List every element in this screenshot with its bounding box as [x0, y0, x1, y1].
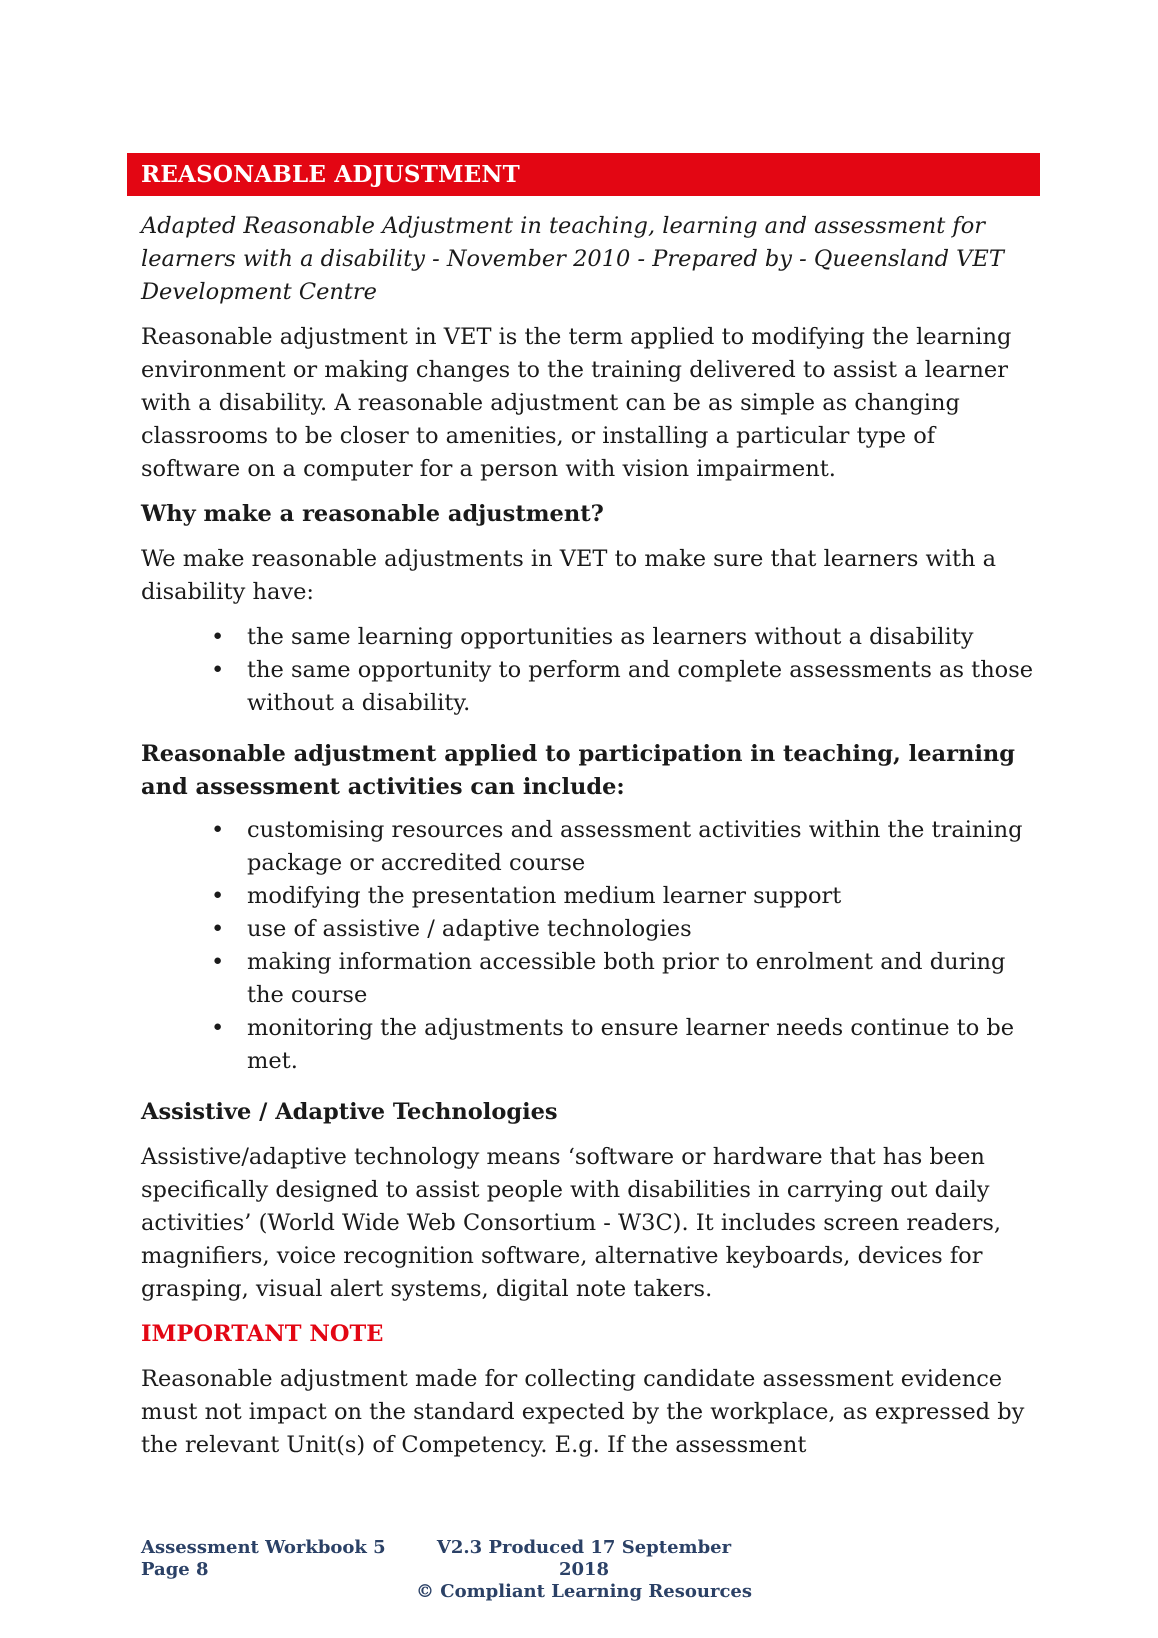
heading-why: Why make a reasonable adjustment?	[141, 501, 604, 527]
bullet-icon: •	[211, 657, 225, 683]
footer-copyright: © Compliant Learning Resources	[415, 1581, 753, 1602]
footer-workbook: Assessment Workbook 5	[141, 1537, 386, 1558]
list-item: • the same learning opportunities as learners without a disability	[141, 621, 1041, 654]
intro-citation: Adapted Reasonable Adjustment in teaching, learning and assessment for learners with a disability - November 2010 - Prepared by - Queensland VET Development Centre	[141, 213, 1004, 305]
footer-version: V2.3 Produced 17 September 2018	[436, 1537, 732, 1580]
footer-page-number: Page 8	[141, 1559, 209, 1580]
heading-applied: Reasonable adjustment applied to participation in teaching, learning and assessment activities can include:	[141, 741, 1015, 800]
paragraph-assistive: Assistive/adaptive technology means ‘software or hardware that has been specifically designed to assist people with disabilities in carrying out daily activities’ (World Wide Web Consortium - W3C). It includes screen readers, magnifiers, voice recognition software, alternative keyboards, devices for grasping, visual alert systems, digital note takers.	[141, 1144, 1002, 1302]
list-item: • use of assistive / adaptive technologies	[141, 913, 1041, 946]
paragraph-important-note: Reasonable adjustment made for collecting candidate assessment evidence must not impact on the standard expected by the workplace, as expressed by the relevant Unit(s) of Competency. E.g. If the assessment	[141, 1366, 1025, 1458]
bullet-icon: •	[211, 949, 225, 975]
list-item: • monitoring the adjustments to ensure learner needs continue to be met.	[141, 1012, 1041, 1078]
footer-left	[141, 1537, 401, 1581]
list-item: • making information accessible both prior to enrolment and during the course	[141, 946, 1041, 1012]
list-item: • modifying the presentation medium learner support	[141, 880, 1041, 913]
bullet-icon: •	[211, 883, 225, 909]
paragraph-why: We make reasonable adjustments in VET to make sure that learners with a disability have:	[141, 546, 997, 605]
why-bullet-list	[141, 621, 1041, 720]
heading-assistive: Assistive / Adaptive Technologies	[141, 1099, 558, 1125]
section-title: REASONABLE ADJUSTMENT	[141, 161, 520, 188]
bullet-icon: •	[211, 1015, 225, 1041]
paragraph-definition: Reasonable adjustment in VET is the term applied to modifying the learning environment or making changes to the training delivered to assist a learner with a disability. A reasonable adjustment can be as simple as changing classrooms to be closer to amenities, or installing a particular type of software on a computer for a person with vision impairment.	[141, 324, 1012, 482]
bullet-icon: •	[211, 624, 225, 650]
heading-important-note: IMPORTANT NOTE	[141, 1321, 384, 1347]
list-item: • customising resources and assessment activities within the training package or accredited course	[141, 814, 1041, 880]
footer-right	[412, 1537, 772, 1603]
page-content	[141, 210, 1041, 1474]
list-item: • the same opportunity to perform and complete assessments as those without a disability.	[141, 654, 1041, 720]
applied-bullet-list	[141, 814, 1041, 1078]
section-banner	[127, 153, 1040, 196]
bullet-icon: •	[211, 817, 225, 843]
bullet-icon: •	[211, 916, 225, 942]
